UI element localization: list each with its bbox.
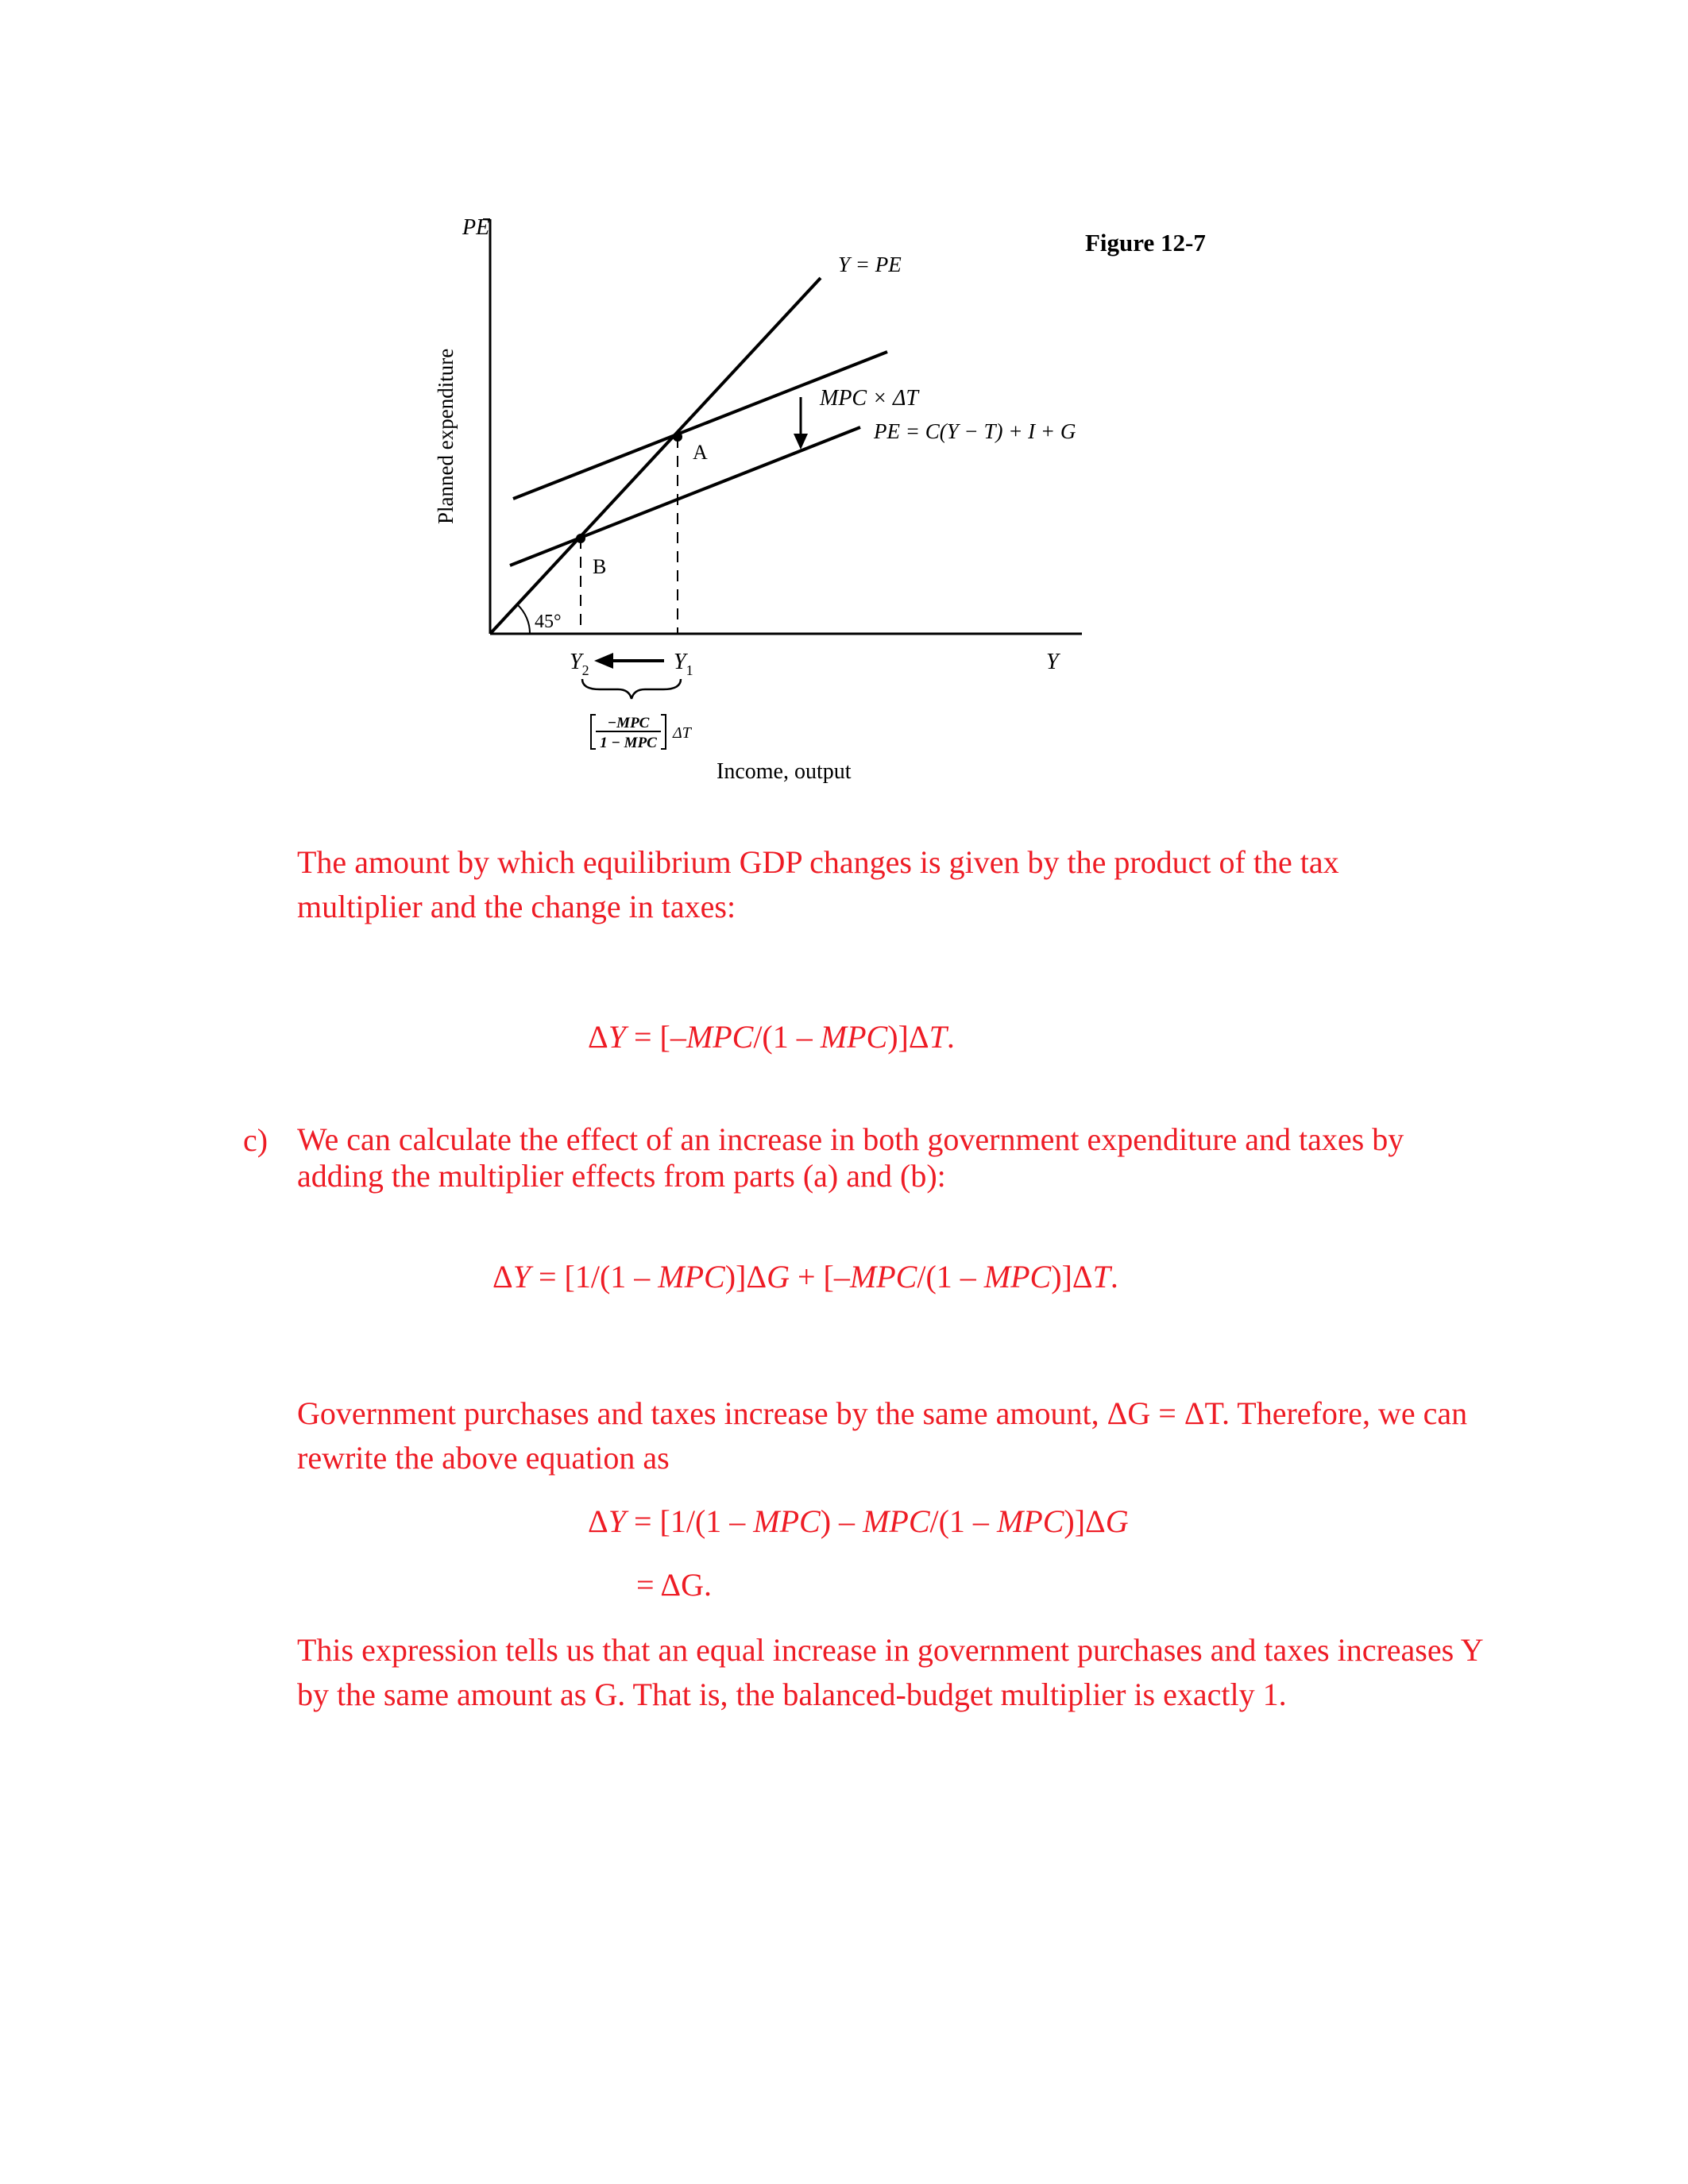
angle-label: 45° bbox=[535, 612, 562, 632]
line-45-label: Y = PE bbox=[838, 253, 902, 276]
point-b-dot bbox=[576, 534, 585, 543]
equation-balanced-2: = ΔG. bbox=[636, 1567, 712, 1603]
pe-equation-label: PE = C(Y − T) + I + G bbox=[874, 419, 1076, 443]
y1-label: $Y_1$ bbox=[674, 650, 693, 678]
paragraph-equal-increase: Government purchases and taxes increase by the same amount, ΔG = ΔT. Therefore, we can rewrite the above equation as bbox=[297, 1395, 1468, 1476]
underbrace bbox=[582, 679, 681, 699]
pe-line-shifted bbox=[510, 427, 860, 565]
multiplier-numerator: −MPC bbox=[607, 715, 650, 731]
paragraph-tax-multiplier: The amount by which equilibrium GDP changes is given by the product of the tax multiplier and the change in taxes: bbox=[297, 844, 1339, 924]
equation-balanced-1: ΔY = [1/(1 – MPC) – MPC/(1 – MPC)]ΔG bbox=[588, 1503, 1129, 1539]
paragraph-combined-effect: We can calculate the effect of an increase in both government expenditure and taxes by adding the multiplier effects from parts (a) and (b): bbox=[297, 1121, 1404, 1194]
point-a-label: A bbox=[693, 441, 708, 464]
figure-12-7 bbox=[0, 0, 1688, 834]
y-shift-arrow-head bbox=[594, 653, 613, 669]
y2-label: $Y_2$ bbox=[570, 650, 589, 678]
point-b-label: B bbox=[593, 555, 607, 578]
line-y-equals-pe bbox=[490, 278, 821, 634]
angle-arc bbox=[517, 604, 530, 634]
multiplier-denominator: 1 − MPC bbox=[600, 735, 657, 751]
pe-axis-symbol: PE bbox=[462, 215, 490, 240]
x-axis-symbol: Y bbox=[1046, 650, 1059, 674]
y-axis-title: Planned expenditure bbox=[434, 348, 458, 524]
equation-tax-effect: ΔY = [–MPC/(1 – MPC)]ΔT. bbox=[588, 1019, 955, 1055]
pe-line-original bbox=[513, 352, 887, 499]
paragraph-conclusion: This expression tells us that an equal increase in government purchases and taxes increases Y by the same amount as G. That is, the balanced-budget multiplier is exactly 1. bbox=[297, 1632, 1483, 1712]
point-a-dot bbox=[673, 432, 682, 442]
x-axis-title: Income, output bbox=[717, 759, 852, 784]
equation-combined: ΔY = [1/(1 – MPC)]ΔG + [–MPC/(1 – MPC)]ΔT. bbox=[492, 1259, 1118, 1295]
shift-label: MPC × ΔT bbox=[820, 386, 919, 411]
list-marker-c: c) bbox=[243, 1122, 268, 1158]
figure-caption: Figure 12-7 bbox=[1085, 229, 1206, 257]
multiplier-delta-t: ΔT bbox=[673, 724, 691, 742]
